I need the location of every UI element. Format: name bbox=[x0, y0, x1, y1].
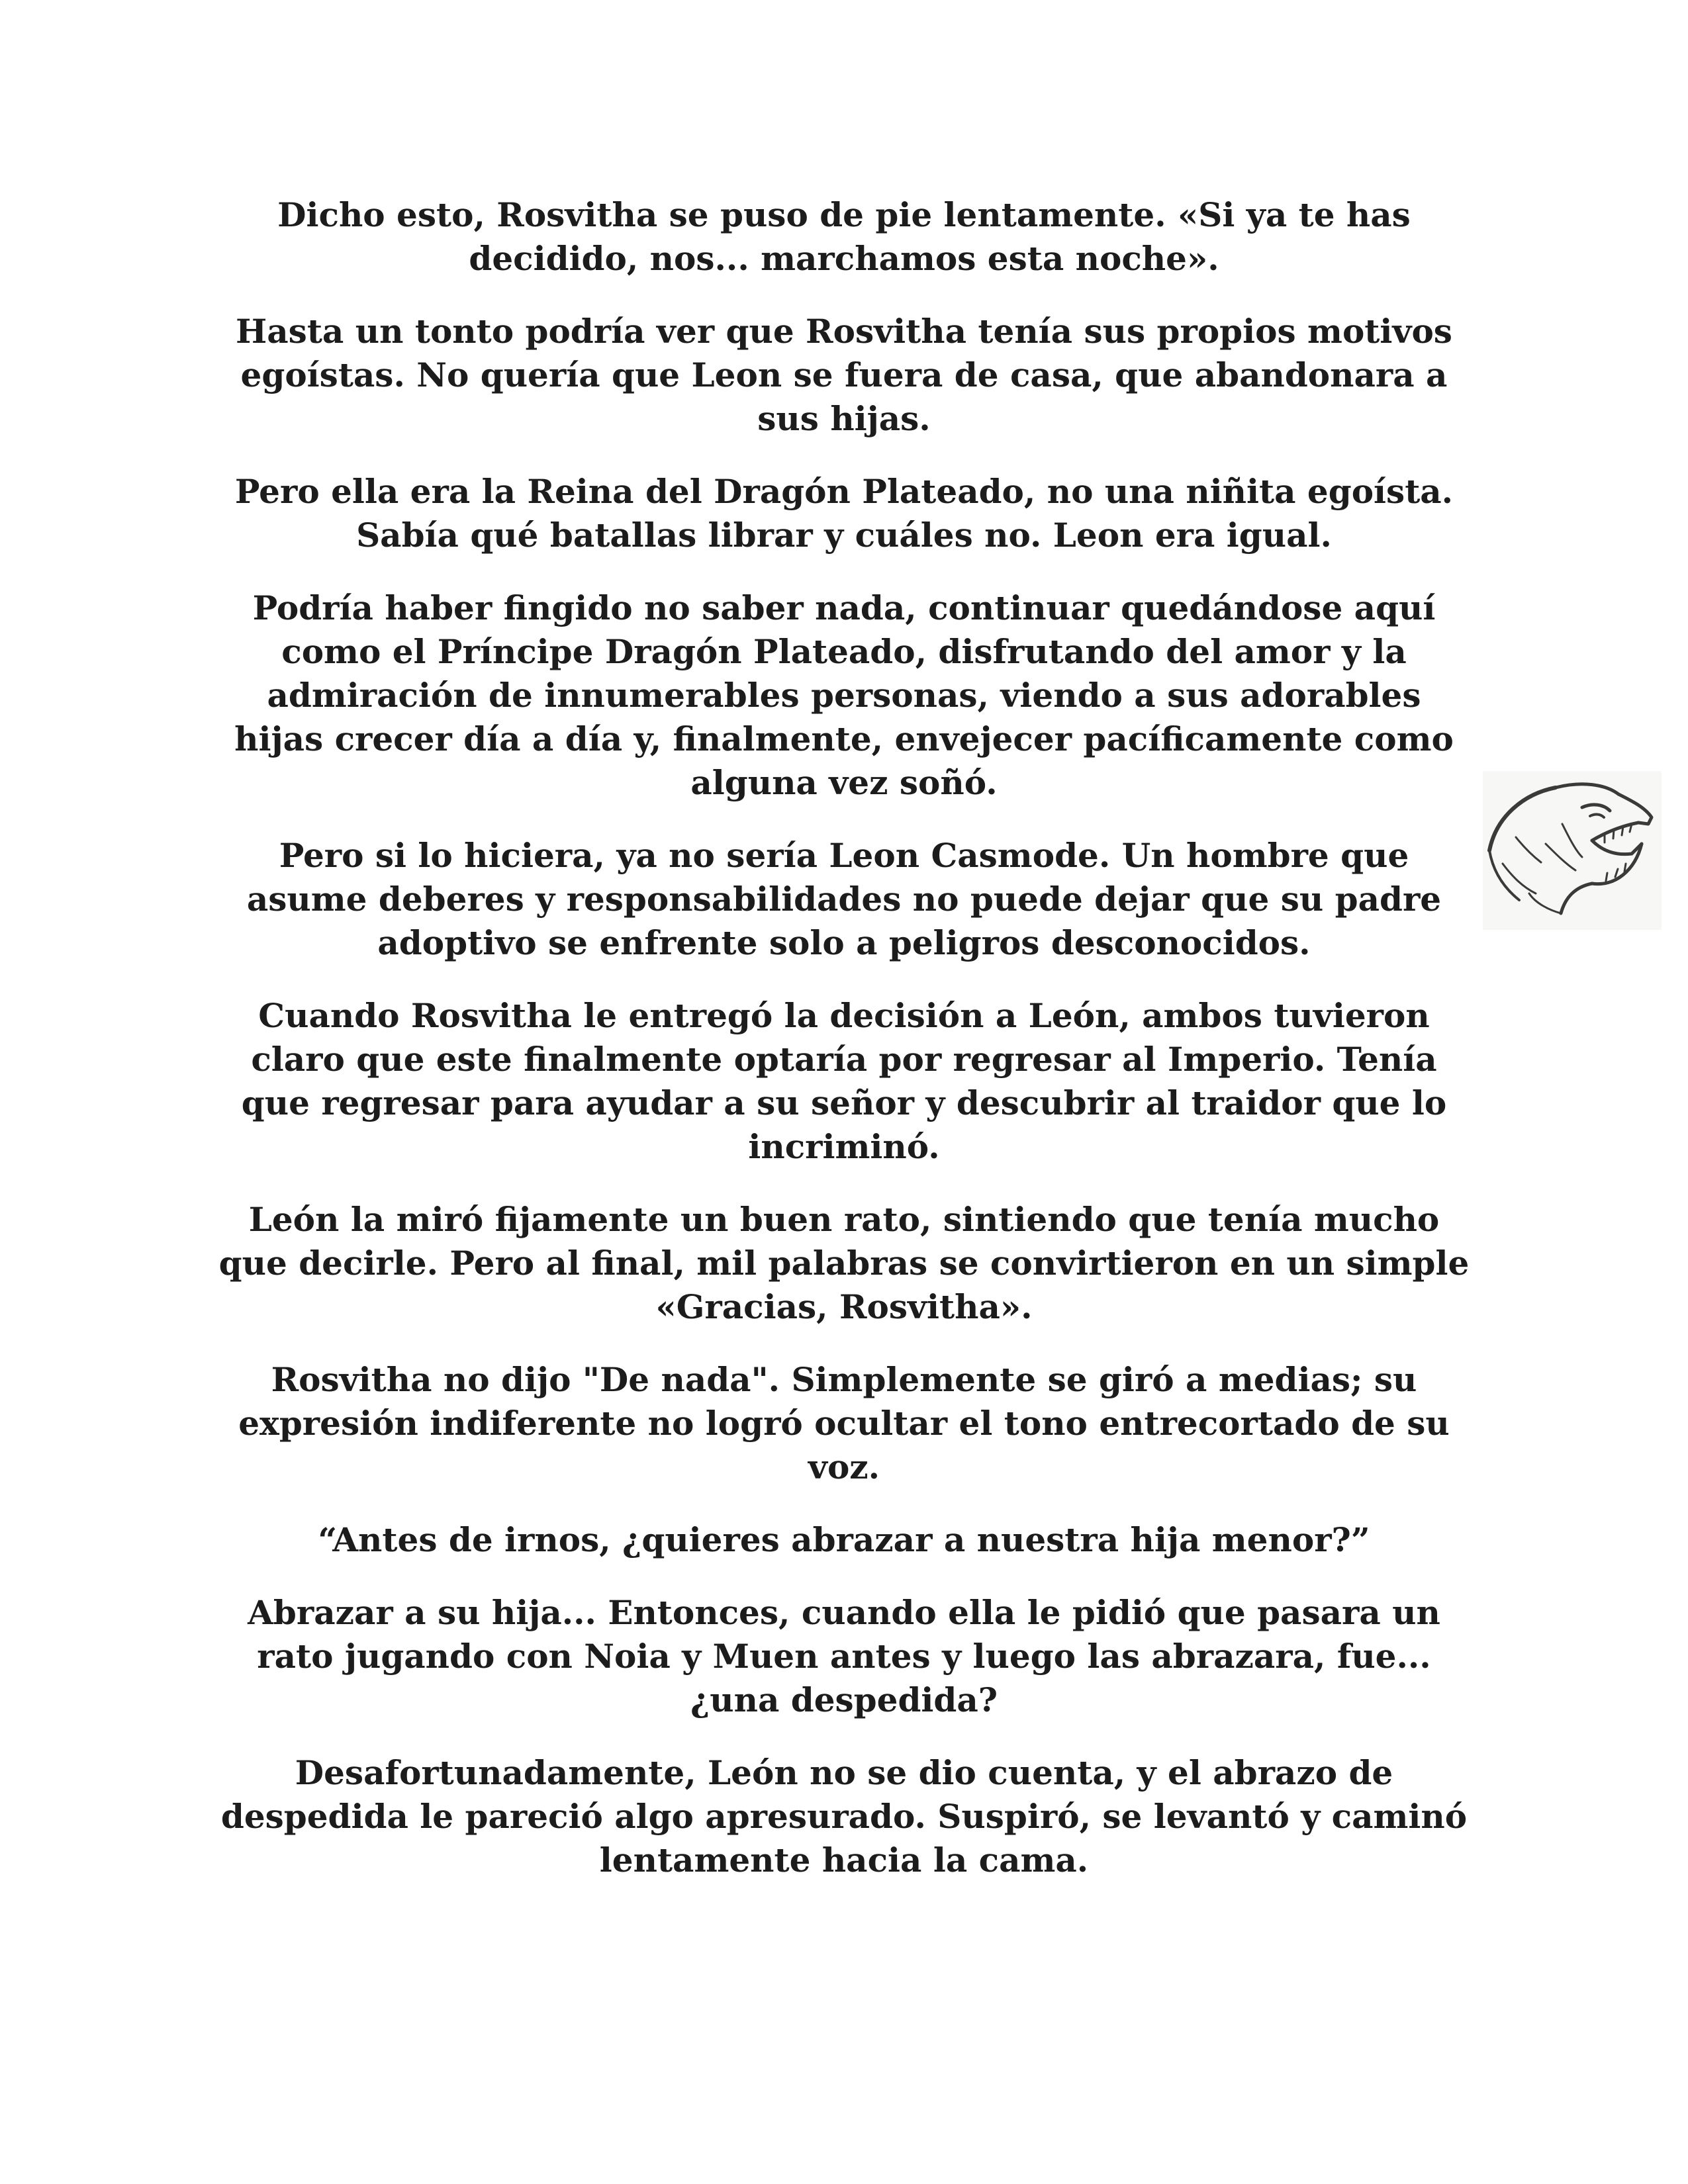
paragraph: Desafortunadamente, León no se dio cuenta, y el abrazo de despedida le pareció algo apresurado. Suspiró, se levantó y caminó lentamente hacia la cama. bbox=[220, 1753, 1468, 1880]
paragraph: Abrazar a su hija... Entonces, cuando ella le pidió que pasara un rato jugando con Noia y Muen antes y luego las abrazara, fue... ¿una despedida? bbox=[248, 1593, 1440, 1719]
body-text bbox=[218, 193, 1470, 1911]
dragon-head-sketch-icon bbox=[1483, 771, 1662, 930]
paragraph: Cuando Rosvitha le entregó la decisión a León, ambos tuvieron claro que este finalmente optaría por regresar al Imperio. Tenía que regresar para ayudar a su señor y descubrir al traidor que lo incriminó. bbox=[241, 996, 1447, 1166]
paragraph: Pero si lo hiciera, ya no sería Leon Casmode. Un hombre que asume deberes y responsabilidades no puede dejar que su padre adoptivo se enfrente solo a peligros desconocidos. bbox=[246, 836, 1442, 962]
paragraph: León la miró fijamente un buen rato, sintiendo que tenía mucho que decirle. Pero al final, mil palabras se convirtieron en un simple «Gracias, Rosvitha». bbox=[218, 1200, 1470, 1326]
paragraph: Dicho esto, Rosvitha se puso de pie lentamente. «Si ya te has decidido, nos... marchamos esta noche». bbox=[277, 195, 1411, 278]
paragraph: Hasta un tonto podría ver que Rosvitha tenía sus propios motivos egoístas. No quería que Leon se fuera de casa, que abandonara a sus hijas. bbox=[236, 312, 1452, 438]
paragraph: Pero ella era la Reina del Dragón Plateado, no una niñita egoísta. Sabía qué batallas librar y cuáles no. Leon era igual. bbox=[234, 472, 1454, 555]
paragraph: Rosvitha no dijo "De nada". Simplemente se giró a medias; su expresión indiferente no logró ocultar el tono entrecortado de su voz. bbox=[238, 1360, 1450, 1486]
paragraph: “Antes de irnos, ¿quieres abrazar a nuestra hija menor?” bbox=[318, 1520, 1370, 1559]
paragraph: Podría haber fingido no saber nada, continuar quedándose aquí como el Príncipe Dragón Plateado, disfrutando del amor y la admiración de innumerables personas, viendo a sus adorables hijas crecer día a día y, finalmente, envejecer pacíficamente como alguna vez soñó. bbox=[234, 588, 1454, 802]
